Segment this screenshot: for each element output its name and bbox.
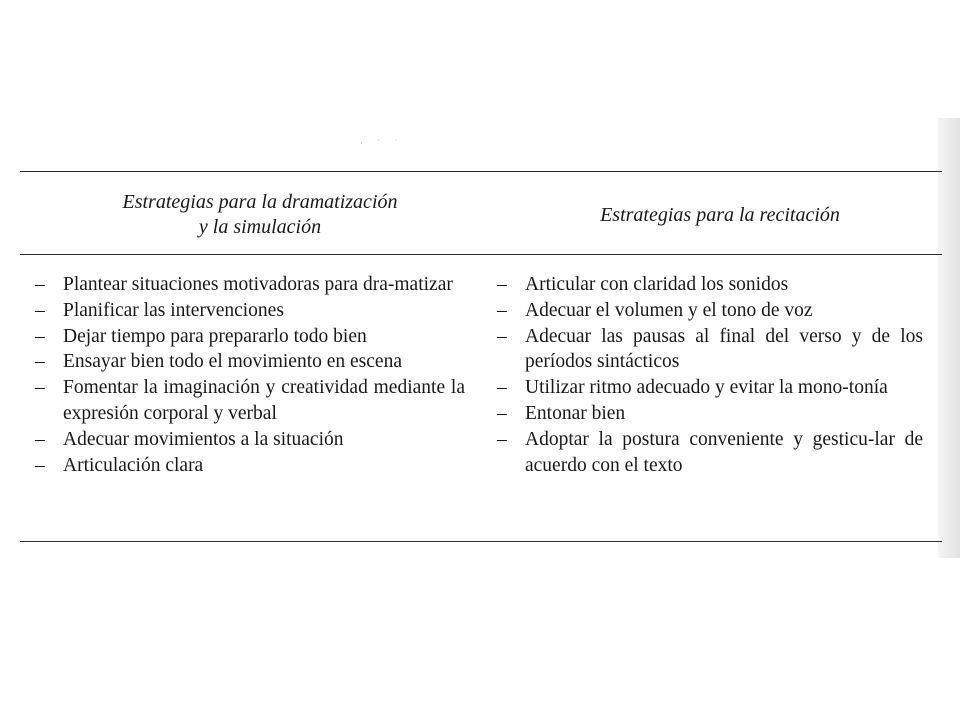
list-item	[495, 375, 923, 401]
list-item-text: Entonar bien	[525, 402, 626, 424]
list-item-text: Utilizar ritmo adecuado y evitar la mono-tonía	[525, 377, 888, 399]
list-item	[33, 349, 465, 375]
dash-bullet: –	[497, 428, 507, 450]
page-edge-shadow	[938, 118, 960, 558]
dash-bullet: –	[497, 377, 507, 399]
dash-bullet: –	[497, 402, 507, 424]
list-item	[33, 272, 465, 298]
list-item	[495, 298, 923, 324]
strategies-list-dramatizacion	[33, 272, 465, 478]
scan-specks: · ˙ ˙	[360, 138, 404, 148]
list-item	[495, 324, 923, 376]
list-item	[495, 427, 923, 479]
list-item-text: Planificar las intervenciones	[63, 299, 284, 321]
header-left-line-1: Estrategias para la dramatización	[122, 191, 398, 213]
list-item	[33, 453, 465, 479]
table-top-rule	[20, 171, 942, 172]
list-item-text: Articulación clara	[63, 454, 204, 476]
list-item-text: Dejar tiempo para prepararlo todo bien	[63, 325, 367, 347]
dash-bullet: –	[35, 299, 45, 321]
table-header-rule	[20, 254, 942, 255]
list-item-text: Fomentar la imaginación y creatividad mediante la expresión corporal y verbal	[63, 377, 465, 424]
list-item	[495, 272, 923, 298]
list-item-text: Plantear situaciones motivadoras para dra-matizar	[63, 274, 453, 295]
list-item-text: Articular con claridad los sonidos	[525, 274, 789, 295]
list-item-text: Adecuar el volumen y el tono de voz	[525, 299, 813, 321]
column-header-dramatizacion	[60, 190, 460, 240]
list-item-text: Ensayar bien todo el movimiento en escena	[63, 351, 402, 373]
list-item-text: Adoptar la postura conveniente y gesticu-lar de acuerdo con el texto	[525, 428, 923, 476]
header-left-line-2: y la simulación	[198, 216, 322, 238]
list-item	[33, 375, 465, 427]
header-right-line: Estrategias para la recitación	[600, 204, 840, 226]
list-item-text: Adecuar las pausas al final del verso y de los períodos sintácticos	[525, 325, 923, 373]
list-item	[495, 401, 923, 427]
dash-bullet: –	[35, 428, 45, 450]
list-item	[33, 298, 465, 324]
table-bottom-rule	[20, 541, 942, 542]
dash-bullet: –	[35, 351, 45, 373]
dash-bullet: –	[35, 325, 45, 347]
strategies-list-recitacion	[495, 272, 923, 478]
dash-bullet: –	[35, 377, 45, 399]
list-item	[33, 324, 465, 350]
list-item-text: Adecuar movimientos a la situación	[63, 428, 344, 450]
column-header-recitacion	[510, 203, 930, 228]
list-item	[33, 427, 465, 453]
dash-bullet: –	[497, 274, 507, 295]
dash-bullet: –	[35, 454, 45, 476]
dash-bullet: –	[35, 274, 45, 295]
dash-bullet: –	[497, 325, 507, 347]
dash-bullet: –	[497, 299, 507, 321]
